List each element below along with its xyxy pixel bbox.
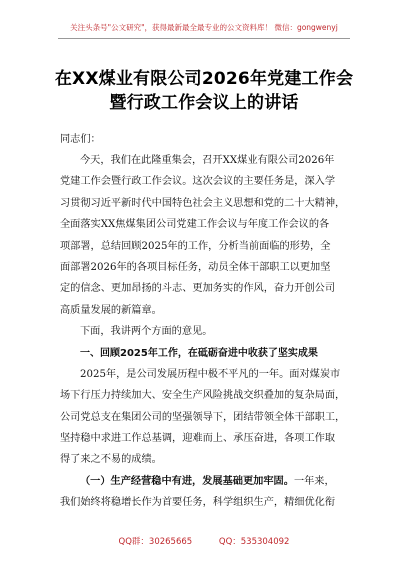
body-line: 面部署2026年的各项目标任务，动员全体干部职工以更加坚 xyxy=(60,261,331,273)
document-title-line-1: 在XX煤业有限公司2026年党建工作会 xyxy=(54,69,354,89)
body-line: 下面，我讲两个方面的意见。 xyxy=(80,326,213,338)
body-line: 2025年，是公司发展历程中极不平凡的一年。面对煤炭市 xyxy=(80,368,341,380)
sub-heading-bold: （一）生产经营稳中有进，发展基础更加牢固。 xyxy=(80,474,294,487)
header-promo-text: 关注头条号"公文研究"，获得最新最全最专业的公文资料库！ 微信：gongwenyj xyxy=(70,23,338,32)
footer-qq-group: QQ群：30265665 xyxy=(118,537,193,547)
body-line: 全面落实XX焦煤集团公司党建工作会议与年度工作会议的各 xyxy=(60,219,330,231)
document-title-line-2: 暨行政工作会议上的讲话 xyxy=(109,93,299,113)
body-line: 习贯彻习近平新时代中国特色社会主义思想和党的二十大精神， xyxy=(60,197,346,209)
section-heading: 一、回顾2025年工作，在砥砺奋进中收获了坚实成果 xyxy=(80,347,318,359)
body-line: 项部署，总结回顾2025年的工作，分析当前面临的形势，全 xyxy=(60,240,331,252)
document-body xyxy=(60,150,352,514)
body-line: 公司党总支在集团公司的坚强领导下，团结带领全体干部职工， xyxy=(60,411,346,423)
salutation: 同志们： xyxy=(60,134,101,145)
sub-heading-line xyxy=(60,471,352,492)
footer-contact xyxy=(0,535,408,547)
body-line: 高质量发展的新篇章。 xyxy=(60,304,162,316)
body-line: 我们始终将稳增长作为首要任务，科学组织生产，精细优化衔 xyxy=(60,497,336,509)
header-divider xyxy=(58,38,350,39)
body-line: 党建工作会暨行政工作会议。这次会议的主要任务是，深入学 xyxy=(60,176,336,188)
body-line: 今天，我们在此隆重集会，召开XX煤业有限公司2026年 xyxy=(80,155,335,166)
footer-qq: QQ：535304092 xyxy=(218,537,290,547)
sub-heading-rest: 一年来， xyxy=(293,475,335,487)
body-line: 坚持稳中求进工作总基调，迎难而上、承压奋进，各项工作取 xyxy=(60,433,336,445)
body-line: 定的信念、更加昂扬的斗志、更加务实的作风，奋力开创公司 xyxy=(60,283,336,295)
body-line: 场下行压力持续加大、安全生产风险挑战交织叠加的复杂局面， xyxy=(60,390,346,402)
body-line: 得了来之不易的成绩。 xyxy=(60,454,162,466)
